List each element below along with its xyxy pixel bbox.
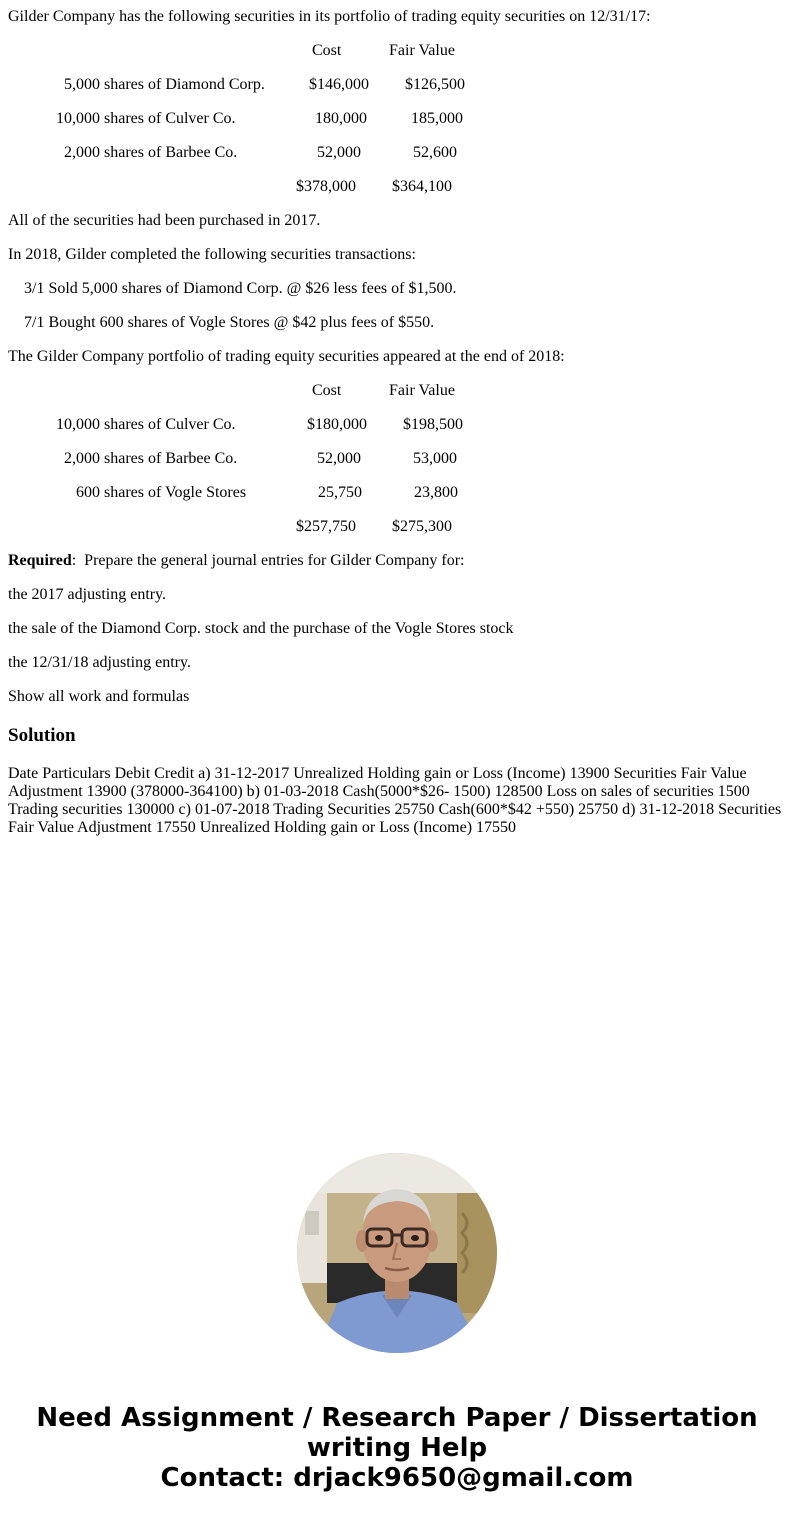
- required-text: : Prepare the general journal entries for Gilder Company for:: [71, 552, 465, 569]
- transaction-item: 3/1 Sold 5,000 shares of Diamond Corp. @ $26 less fees of $1,500.: [24, 280, 457, 297]
- required-item: Show all work and formulas: [8, 688, 190, 705]
- solution-heading: Solution: [8, 725, 76, 746]
- table-row-desc: 10,000 shares of Culver Co.: [56, 416, 236, 433]
- table-row-fair-value: 53,000: [413, 450, 457, 467]
- table-row-fair-value: 52,600: [413, 144, 457, 161]
- table-row-fair-value: 185,000: [411, 110, 463, 127]
- table-row-cost: 52,000: [317, 450, 361, 467]
- table-total-cost: $378,000: [296, 178, 356, 195]
- portfolio-end-intro: The Gilder Company portfolio of trading equity securities appeared at the end of 2018:: [8, 348, 565, 365]
- promo-banner: [0, 1403, 794, 1493]
- table-row-desc: 10,000 shares of Culver Co.: [56, 110, 236, 127]
- table-total-fair-value: $364,100: [392, 178, 452, 195]
- table-row-cost: $146,000: [309, 76, 369, 93]
- avatar: [297, 1153, 497, 1353]
- table-header-fair-value: Fair Value: [389, 382, 455, 399]
- table-header-cost: Cost: [312, 42, 342, 59]
- table-total-cost: $257,750: [296, 518, 356, 535]
- table-row-fair-value: $126,500: [405, 76, 465, 93]
- table-row-fair-value: 23,800: [414, 484, 458, 501]
- promo-line-2: writing Help: [306, 1433, 488, 1463]
- table-total-fair-value: $275,300: [392, 518, 452, 535]
- promo-line-1: Need Assignment / Research Paper / Dissertation: [36, 1403, 758, 1433]
- table-row-fair-value: $198,500: [403, 416, 463, 433]
- table-header-fair-value: Fair Value: [389, 42, 455, 59]
- table-row-desc: 2,000 shares of Barbee Co.: [64, 144, 238, 161]
- solution-text: Date Particulars Debit Credit a) 31-12-2017 Unrealized Holding gain or Loss (Income) 13900 Securities Fair Value Adjustment 13900 (378000-364100) b) 01-03-2018 Cash(5000*$26- 1500) 128500 Loss on sales of securities 1500 Trading securities 130000 c) 01-07-2018 Trading Securities 25750 Cash(600*$42 +550) 25750 d) 31-12-2018 Securities Fair Value Adjustment 17550 Unrealized Holding gain or Loss (Income) 17550: [8, 765, 782, 836]
- table-header-cost: Cost: [312, 382, 342, 399]
- required-line: [8, 552, 464, 570]
- table-row-desc: 2,000 shares of Barbee Co.: [64, 450, 238, 467]
- table-row-cost: 52,000: [317, 144, 361, 161]
- purchased-note: All of the securities had been purchased in 2017.: [8, 212, 321, 229]
- table-row-desc: 600 shares of Vogle Stores: [76, 484, 247, 501]
- intro-text: Gilder Company has the following securities in its portfolio of trading equity securities on 12/31/17:: [8, 8, 651, 25]
- promo-contact: Contact: drjack9650@gmail.com: [160, 1463, 634, 1493]
- required-label: Required: [8, 552, 72, 569]
- required-item: the 12/31/18 adjusting entry.: [8, 654, 191, 671]
- required-item: the 2017 adjusting entry.: [8, 586, 167, 603]
- transaction-item: 7/1 Bought 600 shares of Vogle Stores @ $42 plus fees of $550.: [24, 314, 435, 331]
- table-row-cost: 180,000: [315, 110, 367, 127]
- required-item: the sale of the Diamond Corp. stock and the purchase of the Vogle Stores stock: [8, 620, 514, 637]
- table-row-desc: 5,000 shares of Diamond Corp.: [64, 76, 265, 93]
- transactions-intro: In 2018, Gilder completed the following securities transactions:: [8, 246, 416, 263]
- table-row-cost: $180,000: [307, 416, 367, 433]
- table-row-cost: 25,750: [318, 484, 362, 501]
